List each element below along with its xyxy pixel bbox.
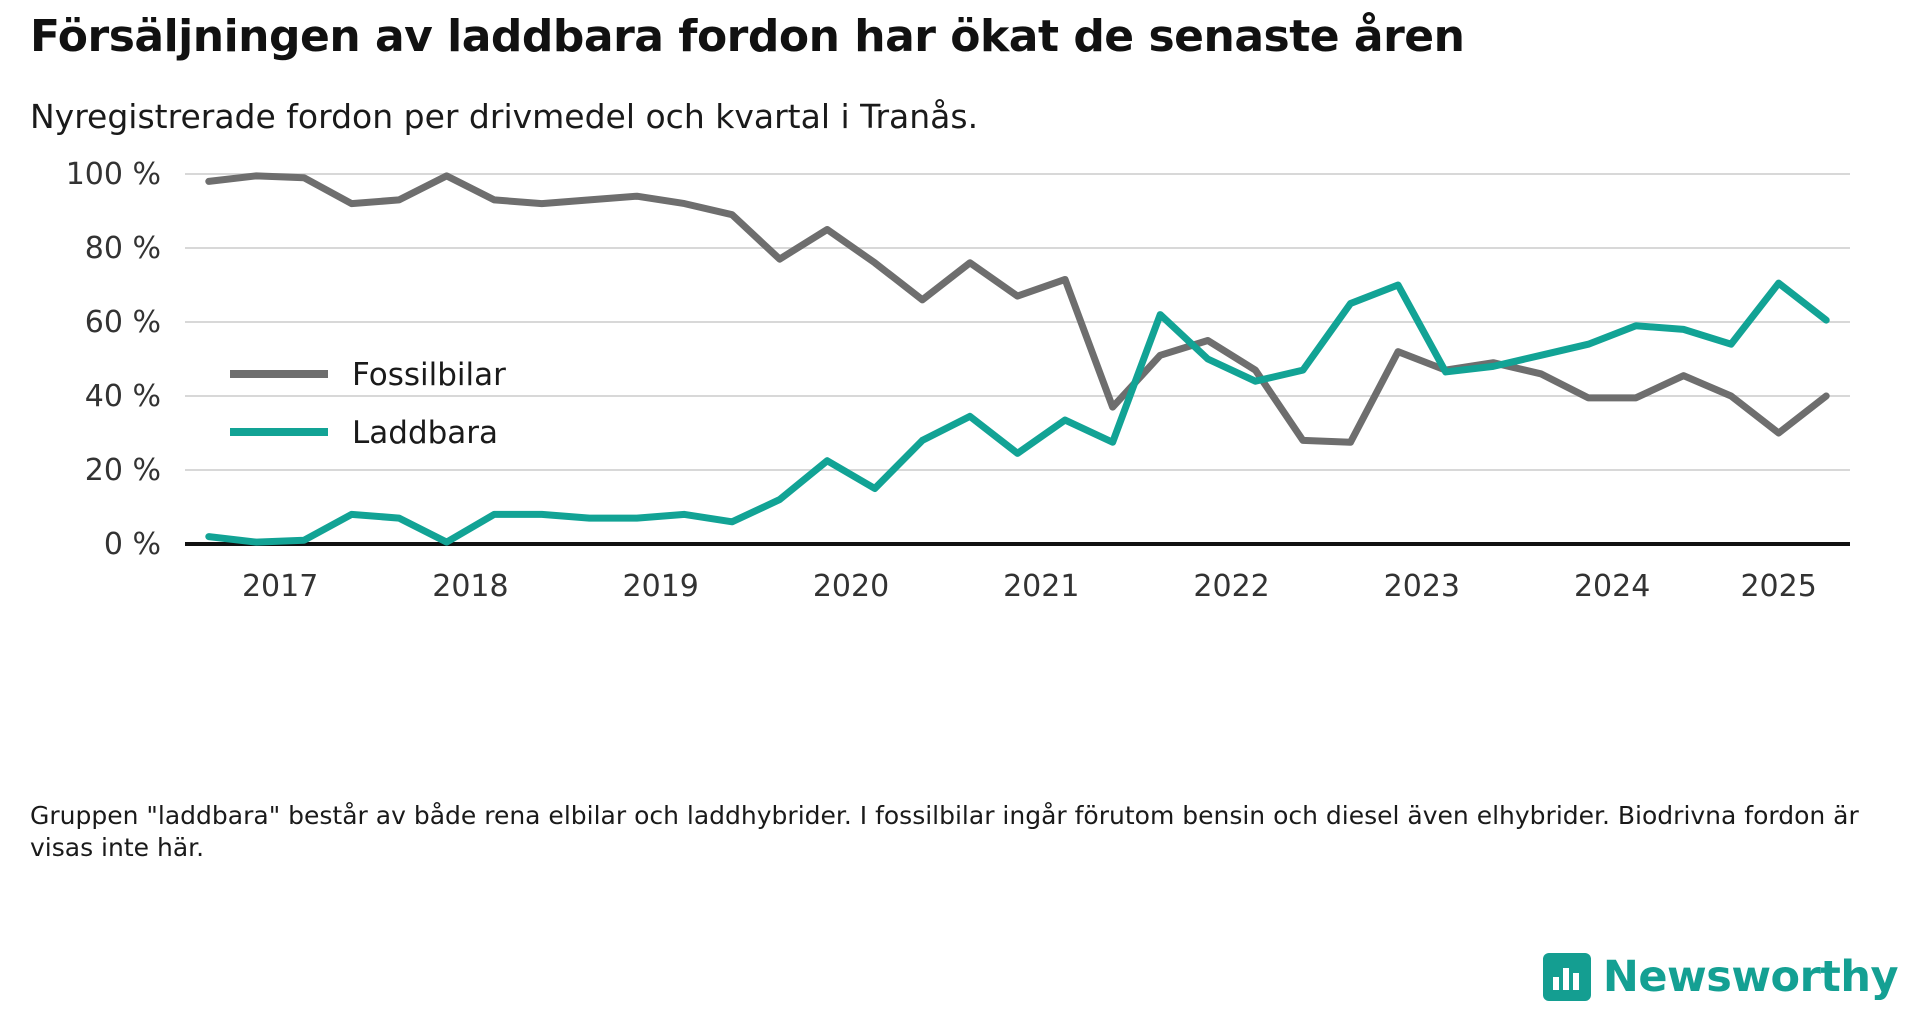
page-subtitle: Nyregistrerade fordon per drivmedel och kvartal i Tranås. <box>30 96 979 136</box>
x-axis-tick-label: 2018 <box>432 568 509 604</box>
legend-label-laddbara: Laddbara <box>352 414 499 451</box>
x-axis-tick-label: 2020 <box>812 568 890 604</box>
legend-label-fossilbilar: Fossilbilar <box>352 356 506 393</box>
x-axis-tick-label: 2023 <box>1383 568 1461 604</box>
x-axis-tick-label: 2021 <box>1003 568 1080 604</box>
x-axis-tick-label: 2025 <box>1740 568 1817 604</box>
y-axis-tick-label: 80 % <box>84 230 161 266</box>
line-chart <box>30 154 1890 654</box>
newsworthy-logo <box>1543 952 1898 1002</box>
x-axis-tick-label: 2019 <box>622 568 699 604</box>
y-axis-tick-label: 20 % <box>84 452 161 488</box>
x-axis-tick-label: 2017 <box>241 568 319 604</box>
chart-canvas <box>30 154 1890 654</box>
page-title: Försäljningen av laddbara fordon har ökat de senaste åren <box>30 11 1465 62</box>
y-axis-tick-label: 0 % <box>103 526 161 562</box>
bar-chart-icon <box>1543 953 1591 1001</box>
y-axis-tick-label: 60 % <box>84 304 161 340</box>
y-axis-tick-label: 40 % <box>84 378 161 414</box>
x-axis-tick-label: 2022 <box>1193 568 1270 604</box>
y-axis-tick-label: 100 % <box>65 156 161 192</box>
chart-footnote: Gruppen "laddbara" består av både rena elbilar och laddhybrider. I fossilbilar ingår förutom bensin och diesel även elhybrider. Biodrivna fordon är visas inte här. <box>30 801 1859 862</box>
brand-name: Newsworthy <box>1602 952 1898 1002</box>
series-line-fossilbilar <box>209 175 1826 441</box>
x-axis-tick-label: 2024 <box>1573 568 1651 604</box>
